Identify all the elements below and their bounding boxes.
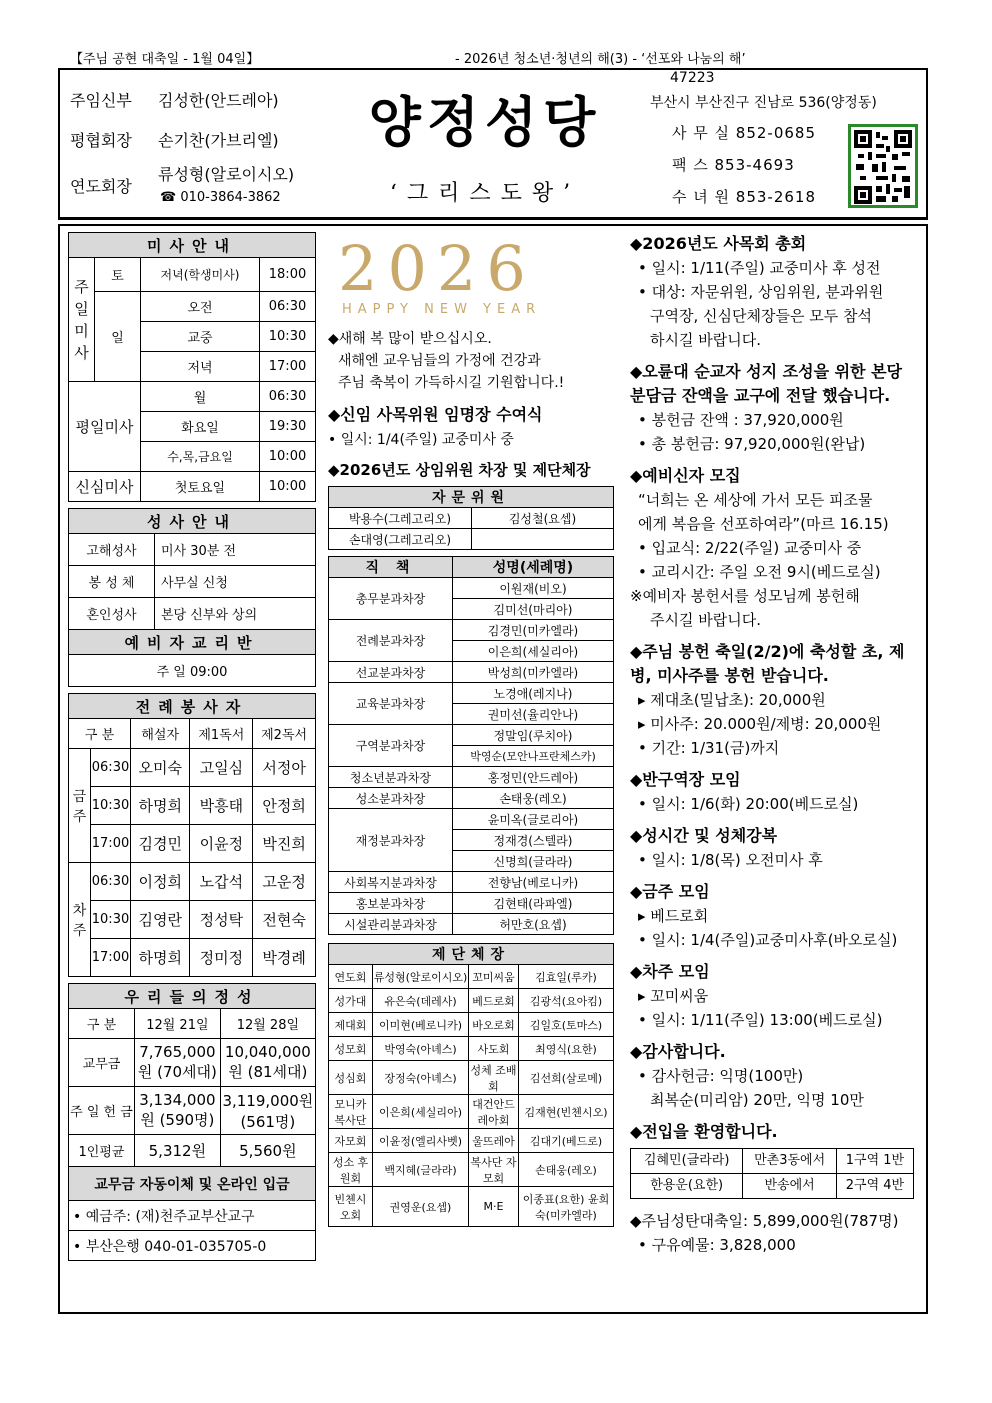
sun3-label: 저녁: [141, 352, 260, 382]
notice-line: “너희는 온 세상에 가서 모든 피조물: [638, 491, 873, 509]
group-header: 제단체장: [329, 944, 614, 965]
notice-heading: ◆전입을 환영합니다.: [630, 1122, 778, 1141]
group-name: 대건안드 레아회: [469, 1095, 519, 1129]
lit-cell: 안정희: [253, 787, 316, 825]
group-name: 연도회: [329, 965, 373, 989]
role-table: [328, 556, 614, 935]
appoint-heading: ◆신임 사목위원 임명장 수여식: [328, 405, 543, 424]
notice-line: • 일시: 1/4(주일)교중미사후(바오로실): [638, 931, 898, 949]
role-person: 신명희(글라라): [453, 851, 614, 872]
role-name: 성소분과차장: [329, 788, 453, 809]
notice-line: 하시길 바랍니다.: [650, 331, 761, 349]
this-week-label: 금주: [69, 749, 91, 863]
group-name: 꼬미씨움: [469, 965, 519, 989]
group-head: 박영숙(아녜스): [373, 1037, 469, 1061]
notice-2: [630, 464, 922, 632]
weekday-mass-label: 평일미사: [69, 382, 141, 472]
role-name: 교육분과차장: [329, 683, 453, 725]
off-label: 교무금: [69, 1039, 135, 1087]
group-name: 성모회: [329, 1037, 373, 1061]
group-head: 이윤정(엘리사벳): [373, 1129, 469, 1153]
lit-time: 06:30: [91, 749, 131, 787]
group-head: 이종표(요한) 윤희숙(미카엘라): [519, 1187, 614, 1227]
group-head: 김대기(베드로): [519, 1129, 614, 1153]
group-name: 성체 조배회: [469, 1061, 519, 1095]
christmas-offering: ◆주님성탄대축일: 5,899,000원(787명): [630, 1212, 899, 1230]
notice-line: ※예비자 봉헌서를 성모님께 봉헌해: [630, 587, 860, 605]
youth-phone: ☎ 010-3864-3862: [160, 190, 281, 205]
feast-label: 【주님 공현 대축일 - 1월 04일】: [70, 52, 260, 67]
mass-table: [68, 232, 316, 502]
church-title: 양정성당: [368, 90, 602, 154]
lit-time: 17:00: [91, 825, 131, 863]
notice-line: • 입교식: 2/22(주일) 교중미사 중: [638, 539, 862, 557]
mon-time: 06:30: [260, 382, 316, 412]
off-label: 주 일 헌 금: [69, 1087, 135, 1135]
group-head: 김광석(요아킴): [519, 989, 614, 1013]
auto-transfer-header: 교무금 자동이체 및 온라인 입금: [69, 1167, 316, 1201]
lit-cell: 김영란: [131, 901, 190, 939]
notice-1: [630, 360, 922, 456]
lit-cell: 이윤정: [190, 825, 253, 863]
group-name: 자모회: [329, 1129, 373, 1153]
role-person: 박영순(모안나프란체스카): [453, 746, 614, 767]
notice-8: [630, 1040, 922, 1112]
notice-heading: ◆감사합니다.: [630, 1042, 726, 1061]
off-label: 1인평균: [69, 1135, 135, 1167]
role-person: 노경애(레지나): [453, 683, 614, 704]
group-name: 성소 후원회: [329, 1153, 373, 1187]
role-person: 윤미옥(글로리아): [453, 809, 614, 830]
crib-offering: • 구유예물: 3,828,000: [638, 1236, 796, 1254]
middle-column: [328, 232, 614, 1227]
group-name: M·E: [469, 1187, 519, 1227]
group-name: 성가대: [329, 989, 373, 1013]
lit-cell: 전현숙: [253, 901, 316, 939]
role-person: 김경민(미카엘라): [453, 620, 614, 641]
sun2-time: 10:30: [260, 322, 316, 352]
lit-cell: 정성탁: [190, 901, 253, 939]
sun1-label: 오전: [141, 292, 260, 322]
role-person: 전향남(베로니카): [453, 872, 614, 893]
role-name: 청소년분과차장: [329, 767, 453, 788]
notice-line: ▸ 꼬미씨움: [638, 987, 709, 1005]
advisor-cell: 손대영(그레고리오): [329, 529, 472, 550]
role-person: 정말임(루치아): [453, 725, 614, 746]
lit-col-1: 해설자: [131, 719, 190, 749]
account-number: • 부산은행 040-01-035705-0: [69, 1231, 316, 1261]
communion-label: 봉 성 체: [69, 566, 155, 598]
group-name: 복사단 자모회: [469, 1153, 519, 1187]
notice-line: • 대상: 자문위원, 상임위원, 분과위원: [638, 283, 884, 301]
lit-cell: 서정아: [253, 749, 316, 787]
advisor-table: [328, 486, 614, 550]
lit-cell: 정미정: [190, 939, 253, 977]
sun-label: 일: [95, 292, 141, 382]
catechism-time: 주 일 09:00: [69, 655, 316, 687]
group-head: 장정숙(아녜스): [373, 1061, 469, 1095]
lit-time: 10:30: [91, 787, 131, 825]
role-name: 재정분과차장: [329, 809, 453, 872]
notice-line: ▸ 제대초(밀납초): 20,000원: [638, 691, 826, 709]
banner-sub: HAPPY NEW YEAR: [342, 302, 542, 317]
notice-line: 최복순(미리암) 20만, 익명 10만: [650, 1091, 864, 1109]
church-subtitle: ‘그리스도왕’: [389, 181, 581, 206]
group-head: 손태웅(레오): [519, 1153, 614, 1187]
group-head: 이은희(세실리아): [373, 1095, 469, 1129]
convent-tel: 수 녀 원 853-2618: [672, 188, 816, 206]
sat-label: 토: [95, 258, 141, 292]
group-name: 울뜨레아: [469, 1129, 519, 1153]
role-name: 사회복지분과차장: [329, 872, 453, 893]
sat-time-label: 저녁(학생미사): [141, 258, 260, 292]
sacrament-table: [68, 508, 316, 687]
advisor-cell: 박용수(그레고리오): [329, 508, 472, 529]
lit-time: 10:30: [91, 901, 131, 939]
notice-heading: ◆성시간 및 성체강복: [630, 826, 778, 845]
confession-value: 미사 30분 전: [155, 534, 316, 566]
notice-heading: ◆차주 모임: [630, 962, 710, 981]
group-name: 사도회: [469, 1037, 519, 1061]
group-head: 최영식(요한): [519, 1037, 614, 1061]
address: 부산시 부산진구 진남로 536(양정동): [650, 95, 877, 111]
liturgy-table: [68, 693, 316, 977]
lit-time: 17:00: [91, 939, 131, 977]
role-name: 홍보분과차장: [329, 893, 453, 914]
lit-col-0: 구 분: [69, 719, 131, 749]
group-head: 유은숙(데레사): [373, 989, 469, 1013]
off-col: 12월 21일: [135, 1009, 221, 1039]
youth-name: 류성형(알로이시오): [158, 165, 295, 184]
transfer-cell: 2구역 4반: [836, 1174, 913, 1199]
header: [58, 68, 928, 220]
pastor-row: 주임신부 김성한(안드레아): [70, 91, 279, 110]
notice-3: [630, 640, 922, 760]
notice-line: 구역장, 신심단체장들은 모두 참석: [650, 307, 872, 325]
greet-line: ◆새해 복 많이 받으십시오.: [328, 331, 492, 347]
offering-header: 우리들의정성: [69, 984, 316, 1009]
notice-heading: ◆반구역장 모임: [630, 770, 741, 789]
greeting: [328, 328, 614, 394]
greet-line: 주님 축복이 가득하시길 기원합니다.!: [338, 375, 565, 391]
group-head: 류성형(알로이시오): [373, 965, 469, 989]
group-table: [328, 943, 614, 1227]
appoint-detail: • 일시: 1/4(주일) 교중미사 중: [328, 432, 514, 448]
transfer-table: [630, 1148, 914, 1199]
notice-line: 주시길 바랍니다.: [650, 611, 761, 629]
lit-cell: 박경례: [253, 939, 316, 977]
lit-col-2: 제1독서: [190, 719, 253, 749]
lit-cell: 오미숙: [131, 749, 190, 787]
role-person: 김미선(마리아): [453, 599, 614, 620]
youth-row: 연도회장: [70, 177, 132, 196]
notice-heading: ◆2026년도 사목회 총회: [630, 234, 807, 253]
lit-cell: 박흥태: [190, 787, 253, 825]
notice-line: • 감사헌금: 익명(100만): [638, 1067, 804, 1085]
offering-table: [68, 983, 316, 1261]
group-name: 베드로회: [469, 989, 519, 1013]
notice-line: • 일시: 1/6(화) 20:00(베드로실): [638, 795, 859, 813]
notice-line: • 일시: 1/11(주일) 교중미사 후 성전: [638, 259, 881, 277]
role-col: 성명(세례명): [453, 557, 614, 578]
group-head: 김선희(살로메): [519, 1061, 614, 1095]
top-bar: [60, 48, 930, 68]
next-week-label: 차주: [69, 863, 91, 977]
fax: 팩 스 853-4693: [672, 156, 795, 174]
advisor-cell: [472, 529, 614, 550]
notice-line: • 교리시간: 주일 오전 9시(베드로실): [638, 563, 881, 581]
left-column: [68, 232, 316, 1261]
sun3-time: 17:00: [260, 352, 316, 382]
notice-heading: ◆오륜대 순교자 성지 조성을 위한 본당 분담금 잔액을 교구에 전달 했습니다.: [630, 362, 902, 405]
notice-heading: ◆예비신자 모집: [630, 466, 741, 485]
lit-cell: 하명희: [131, 939, 190, 977]
tue-time: 19:30: [260, 412, 316, 442]
role-name: 선교분과차장: [329, 662, 453, 683]
role-name: 구역분과차장: [329, 725, 453, 767]
role-person: 정재경(스텔라): [453, 830, 614, 851]
notice-heading: ◆주님 봉헌 축일(2/2)에 축성할 초, 제병, 미사주를 봉헌 받습니다.: [630, 642, 905, 685]
off-cell: 5,312원: [135, 1135, 221, 1167]
off-cell: 10,040,000원 (81세대): [220, 1039, 315, 1087]
role-person: 허만호(요셉): [453, 914, 614, 935]
wed-time: 10:00: [260, 442, 316, 472]
lit-cell: 고운정: [253, 863, 316, 901]
transfer-cell: 김혜민(글라라): [631, 1149, 743, 1174]
transfer-cell: 1구역 1반: [836, 1149, 913, 1174]
notice-line: • 일시: 1/11(주일) 13:00(베드로실): [638, 1011, 883, 1029]
off-cell: 3,119,000원 (561명): [220, 1087, 315, 1135]
lit-time: 06:30: [91, 863, 131, 901]
notice-4: [630, 768, 922, 816]
office-tel: 사 무 실 852-0685: [672, 124, 816, 142]
group-name: 빈첸시 오회: [329, 1187, 373, 1227]
communion-value: 사무실 신청: [155, 566, 316, 598]
lit-col-3: 제2독서: [253, 719, 316, 749]
role-person: 홍정민(안드레아): [453, 767, 614, 788]
mass-header: 미사안내: [69, 233, 316, 258]
notice-line: 에게 복음을 선포하여라”(마르 16.15): [638, 515, 889, 533]
transfer-cell: 반송에서: [743, 1174, 837, 1199]
off-col: 구 분: [69, 1009, 135, 1039]
group-name: 성심회: [329, 1061, 373, 1095]
group-name: 모니카 복사단: [329, 1095, 373, 1129]
group-head: 권영운(요셉): [373, 1187, 469, 1227]
notice-line: ▸ 미사주: 20.000원/제병: 20,000원: [638, 715, 882, 733]
role-person: 손태웅(레오): [453, 788, 614, 809]
sunday-mass-label: 주일미사: [69, 258, 95, 382]
year-theme: - 2026년 청소년·청년의 해(3) - ‘선포와 나눔의 해’: [455, 52, 746, 67]
tue-label: 화요일: [141, 412, 260, 442]
role-person: 권미선(율리안나): [453, 704, 614, 725]
notice-5: [630, 824, 922, 872]
role-person: 이원재(비오): [453, 578, 614, 599]
sinsim-label: 신심미사: [69, 472, 141, 502]
role-person: 이은희(세실리아): [453, 641, 614, 662]
main-content: [58, 224, 928, 1314]
notice-line: • 총 봉헌금: 97,920,000원(완납): [638, 435, 866, 453]
advisor-cell: 김성철(요셉): [472, 508, 614, 529]
advisor-header: 자문위원: [329, 487, 614, 508]
confession-label: 고해성사: [69, 534, 155, 566]
greet-line: 새해엔 교우님들의 가정에 건강과: [338, 353, 541, 369]
role-col: 직 책: [329, 557, 453, 578]
qr-code-icon[interactable]: [848, 124, 918, 208]
lit-cell: 이정희: [131, 863, 190, 901]
notice-line: • 일시: 1/8(목) 오전미사 후: [638, 851, 823, 869]
notice-line: • 기간: 1/31(금)까지: [638, 739, 780, 757]
sinsim-day: 첫토요일: [141, 472, 260, 502]
lit-cell: 박진희: [253, 825, 316, 863]
group-head: 김일호(토마스): [519, 1013, 614, 1037]
sacrament-header: 성사안내: [69, 509, 316, 534]
account-holder: • 예금주: (재)천주교부산교구: [69, 1201, 316, 1231]
sinsim-time: 10:00: [260, 472, 316, 502]
banner-year: 2026: [338, 232, 536, 305]
marriage-label: 혼인성사: [69, 598, 155, 630]
group-head: 김재현(빈첸시오): [519, 1095, 614, 1129]
catechism-header: 예비자교리반: [69, 630, 316, 655]
off-cell: 5,560원: [220, 1135, 315, 1167]
role-person: 김현태(라파엘): [453, 893, 614, 914]
notice-7: [630, 960, 922, 1032]
sun1-time: 06:30: [260, 292, 316, 322]
notice-line: • 봉헌금 잔액 : 37,920,000원: [638, 411, 844, 429]
transfer-cell: 만촌3동에서: [743, 1149, 837, 1174]
role-name: 전례분과차장: [329, 620, 453, 662]
role-person: 박성희(미카엘라): [453, 662, 614, 683]
zip-code: 47223: [670, 70, 715, 86]
group-head: 김효일(루카): [519, 965, 614, 989]
group-head: 백지혜(글라라): [373, 1153, 469, 1187]
notice-0: [630, 232, 922, 352]
transfer-cell: 한용운(요한): [631, 1174, 743, 1199]
role-name: 총무분과차장: [329, 578, 453, 620]
sat-time: 18:00: [260, 258, 316, 292]
liturgy-header: 전례봉사자: [69, 694, 316, 719]
notice-heading: ◆금주 모임: [630, 882, 710, 901]
mon-label: 월: [141, 382, 260, 412]
lit-cell: 노갑석: [190, 863, 253, 901]
vice-heading: ◆2026년도 상임위원 차장 및 제단체장: [328, 461, 591, 479]
lit-cell: 김경민: [131, 825, 190, 863]
wed-label: 수,목,금요일: [141, 442, 260, 472]
off-cell: 7,765,000원 (70세대): [135, 1039, 221, 1087]
notice-line: ▸ 베드로회: [638, 907, 709, 925]
off-col: 12월 28일: [220, 1009, 315, 1039]
notice-9: [630, 1120, 922, 1199]
council-row: 평협회장 손기찬(가브리엘): [70, 131, 279, 150]
off-cell: 3,134,000원 (590명): [135, 1087, 221, 1135]
notice-6: [630, 880, 922, 952]
sun2-label: 교중: [141, 322, 260, 352]
right-column: [630, 232, 922, 1257]
lit-cell: 하명희: [131, 787, 190, 825]
group-name: 제대회: [329, 1013, 373, 1037]
group-head: 이미현(베로니카): [373, 1013, 469, 1037]
lit-cell: 고일심: [190, 749, 253, 787]
group-name: 바오로회: [469, 1013, 519, 1037]
new-year-banner: [328, 232, 614, 322]
role-name: 시설관리분과차장: [329, 914, 453, 935]
marriage-value: 본당 신부와 상의: [155, 598, 316, 630]
